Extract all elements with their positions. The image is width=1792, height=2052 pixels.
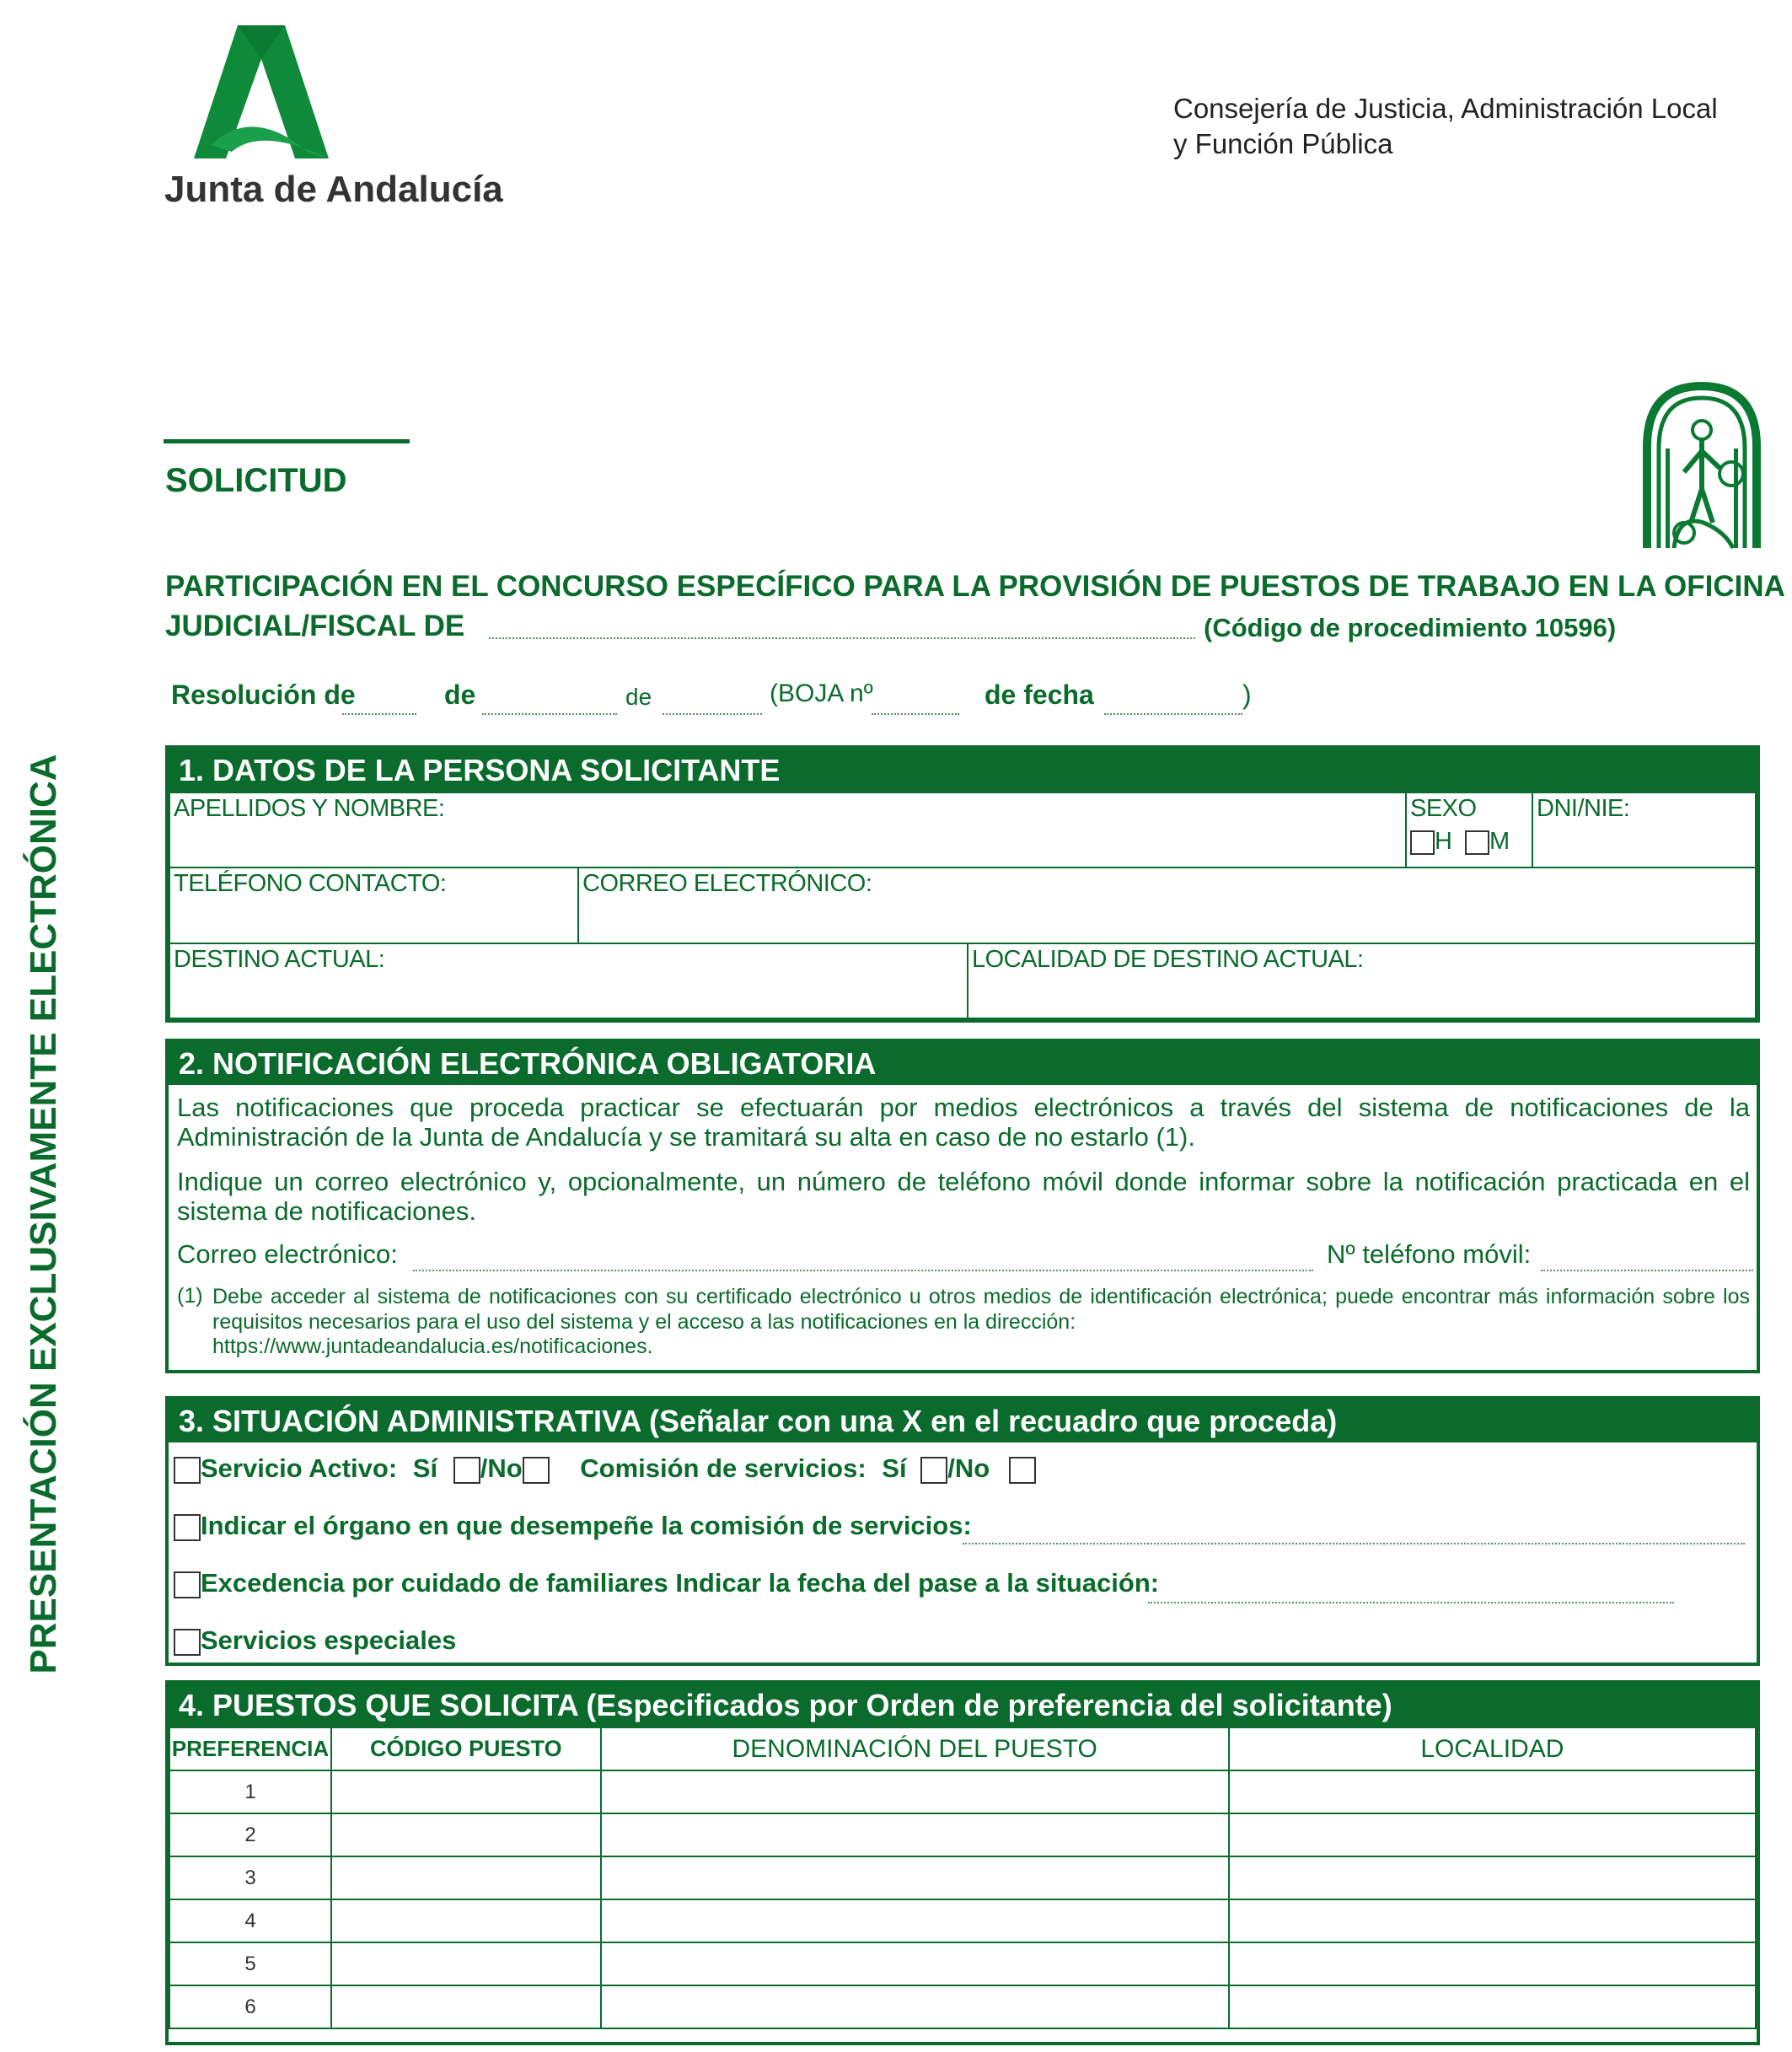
col-preferencia: PREFERENCIA	[169, 1727, 331, 1770]
preferencia-number: 1	[169, 1770, 331, 1813]
section-3-heading	[169, 1399, 1757, 1442]
codigo-puesto-cell[interactable]	[331, 1985, 601, 2028]
section-4-heading	[169, 1684, 1757, 1727]
servicio-activo-row	[174, 1453, 1036, 1484]
organo-row	[174, 1511, 972, 1541]
comision-si-label: Sí	[882, 1453, 907, 1483]
localidad-cell[interactable]	[1229, 1899, 1756, 1942]
excedencia-label: Excedencia por cuidado de familiares Indicar la fecha del pase a la situación:	[201, 1568, 1160, 1598]
andalucia-coat-of-arms-icon	[1640, 379, 1763, 553]
organo-checkbox[interactable]	[174, 1514, 201, 1541]
codigo-puesto-cell[interactable]	[331, 1770, 601, 1813]
sexo-h-label: H	[1435, 828, 1452, 855]
section-1-applicant-data	[165, 745, 1760, 1023]
positions-table-header	[169, 1727, 1756, 1770]
dni-nie-label: DNI/NIE:	[1537, 795, 1630, 822]
servicio-activo-label: Servicio Activo:	[201, 1453, 398, 1483]
localidad-destino-field[interactable]	[967, 943, 1757, 1019]
denominacion-cell[interactable]	[601, 1770, 1229, 1813]
col-denominacion: DENOMINACIÓN DEL PUESTO	[601, 1727, 1229, 1770]
correo-electronico-field[interactable]	[577, 867, 1757, 944]
resolucion-label: Resolución de	[171, 680, 356, 710]
table-row	[169, 1899, 1756, 1942]
notifications-url-link[interactable]: https://www.juntadeandalucia.es/notificaciones.	[212, 1335, 653, 1358]
destino-actual-field[interactable]	[169, 943, 968, 1019]
excedencia-row	[174, 1568, 1159, 1598]
section-4-heading-main: 4. PUESTOS QUE SOLICITA	[179, 1688, 578, 1722]
resolucion-day-field[interactable]	[482, 713, 617, 715]
localidad-destino-label: LOCALIDAD DE DESTINO ACTUAL:	[972, 946, 1364, 973]
sexo-field	[1405, 792, 1533, 868]
servicio-activo-no-label: /No	[480, 1453, 523, 1483]
procedure-title-line-2: JUDICIAL/FISCAL DE	[165, 610, 465, 642]
boja-label: (BOJA nº	[770, 680, 873, 707]
boja-number-field[interactable]	[872, 713, 959, 715]
col-codigo-puesto: CÓDIGO PUESTO	[331, 1727, 601, 1770]
telefono-contacto-label: TELÉFONO CONTACTO:	[174, 870, 447, 897]
telefono-contacto-field[interactable]	[169, 867, 579, 944]
comision-no-label: /No	[947, 1453, 990, 1483]
footnote-body: Debe acceder al sistema de notificaciones con su certificado electrónico u otros medios de identificación electrónica; puede encontrar más información sobre los requisitos necesarios para el uso del sistema y el acceso a las notificaciones en la dirección:	[212, 1285, 1750, 1334]
comision-servicios-label: Comisión de servicios:	[580, 1453, 866, 1483]
denominacion-cell[interactable]	[601, 1899, 1229, 1942]
localidad-cell[interactable]	[1229, 1985, 1756, 2028]
servicio-activo-si-label: Sí	[412, 1453, 438, 1483]
servicio-activo-si-checkbox[interactable]	[453, 1457, 480, 1484]
junta-de-andalucia-logo	[160, 25, 405, 169]
organo-label: Indicar el órgano en que desempeñe la comisión de servicios:	[201, 1511, 972, 1540]
resolucion-de-label-2: de	[625, 684, 652, 710]
preferencia-number: 5	[169, 1942, 331, 1985]
positions-table	[169, 1727, 1757, 2029]
especiales-label: Servicios especiales	[201, 1625, 457, 1655]
table-row	[169, 1813, 1756, 1856]
notif-correo-label: Correo electrónico:	[177, 1239, 398, 1269]
correo-electronico-label: CORREO ELECTRÓNICO:	[582, 870, 872, 897]
notif-movil-field[interactable]	[1541, 1270, 1753, 1271]
notification-paragraph-1: Las notificaciones que proceda practicar se efectuarán por medios electrónicos a través del sistema de notificaciones de la Administración de la Junta de Andalucía y se tramitará su alta en caso de no estarlo (1).	[177, 1093, 1750, 1152]
denominacion-cell[interactable]	[601, 1942, 1229, 1985]
form-type-title: SOLICITUD	[165, 462, 347, 499]
fecha-field[interactable]	[1104, 713, 1242, 715]
servicio-activo-checkbox[interactable]	[174, 1457, 201, 1484]
apellidos-nombre-field[interactable]	[169, 792, 1407, 868]
section-4-requested-positions	[165, 1680, 1760, 2045]
notif-correo-field[interactable]	[413, 1270, 1313, 1271]
table-row	[169, 1770, 1756, 1813]
especiales-checkbox[interactable]	[174, 1629, 201, 1656]
col-localidad: LOCALIDAD	[1229, 1727, 1756, 1770]
section-3-heading-main: 3. SITUACIÓN ADMINISTRATIVA	[179, 1404, 641, 1438]
department-name	[1173, 91, 1718, 162]
preferencia-number: 2	[169, 1813, 331, 1856]
dni-nie-field[interactable]	[1532, 792, 1757, 868]
fecha-label: de fecha	[985, 680, 1094, 710]
sexo-label: SEXO	[1410, 795, 1477, 822]
codigo-puesto-cell[interactable]	[331, 1899, 601, 1942]
resolucion-close-paren: )	[1242, 680, 1252, 710]
comision-si-checkbox[interactable]	[920, 1457, 947, 1484]
preferencia-number: 4	[169, 1899, 331, 1942]
department-line-2: y Función Pública	[1173, 128, 1393, 159]
positions-table-body	[169, 1770, 1756, 2028]
preferencia-number: 6	[169, 1985, 331, 2028]
localidad-cell[interactable]	[1229, 1813, 1756, 1856]
excedencia-checkbox[interactable]	[174, 1571, 201, 1598]
localidad-cell[interactable]	[1229, 1770, 1756, 1813]
resolucion-de-label: de	[444, 680, 476, 710]
procedure-title-line-1: PARTICIPACIÓN EN EL CONCURSO ESPECÍFICO PARA LA PROVISIÓN DE PUESTOS DE TRABAJO EN LA OFICINA	[165, 570, 1785, 603]
footnote-number: (1)	[177, 1284, 203, 1308]
table-row	[169, 1942, 1756, 1985]
section-3-administrative-situation	[165, 1396, 1760, 1666]
localidad-cell[interactable]	[1229, 1942, 1756, 1985]
destino-actual-label: DESTINO ACTUAL:	[174, 946, 385, 973]
section-1-heading: 1. DATOS DE LA PERSONA SOLICITANTE	[169, 749, 1757, 792]
comision-no-checkbox[interactable]	[1009, 1457, 1036, 1484]
solicitud-rule	[164, 439, 410, 443]
codigo-puesto-cell[interactable]	[331, 1856, 601, 1899]
organo-field[interactable]	[963, 1543, 1745, 1544]
denominacion-cell[interactable]	[601, 1985, 1229, 2028]
notif-movil-label: Nº teléfono móvil:	[1327, 1239, 1532, 1269]
sexo-h-checkbox[interactable]	[1410, 830, 1435, 855]
notification-paragraph-2: Indique un correo electrónico y, opcionalmente, un número de teléfono móvil donde informar sobre la notificación practicada en el sistema de notificaciones.	[177, 1167, 1750, 1226]
denominacion-cell[interactable]	[601, 1813, 1229, 1856]
resolucion-number-field[interactable]	[342, 713, 416, 715]
side-vertical-notice: PRESENTACIÓN EXCLUSIVAMENTE ELECTRÓNICA	[23, 754, 64, 1674]
sexo-m-checkbox[interactable]	[1465, 830, 1489, 855]
section-2-electronic-notification	[165, 1039, 1760, 1373]
codigo-puesto-cell[interactable]	[331, 1942, 601, 1985]
section-3-heading-note: (Señalar con una X en el recuadro que proceda)	[641, 1404, 1338, 1438]
table-row	[169, 1985, 1756, 2028]
localidad-cell[interactable]	[1229, 1856, 1756, 1899]
sexo-m-label: M	[1489, 828, 1510, 855]
resolucion-month-field[interactable]	[663, 713, 762, 715]
especiales-row	[174, 1625, 456, 1656]
section-2-heading: 2. NOTIFICACIÓN ELECTRÓNICA OBLIGATORIA	[169, 1042, 1757, 1085]
footnote-text	[212, 1284, 1750, 1335]
procedure-code: (Código de procedimiento 10596)	[1204, 613, 1617, 642]
codigo-puesto-cell[interactable]	[331, 1813, 601, 1856]
section-4-heading-note: (Especificados por Orden de preferencia del solicitante)	[577, 1688, 1392, 1722]
oficina-fill-line[interactable]	[489, 637, 1195, 639]
denominacion-cell[interactable]	[601, 1856, 1229, 1899]
table-row	[169, 1856, 1756, 1899]
logo-wordmark: Junta de Andalucía	[164, 169, 503, 210]
servicio-activo-no-checkbox[interactable]	[523, 1457, 550, 1484]
excedencia-date-field[interactable]	[1148, 1602, 1674, 1603]
apellidos-nombre-label: APELLIDOS Y NOMBRE:	[174, 795, 445, 822]
department-line-1: Consejería de Justicia, Administración Local	[1173, 93, 1718, 124]
preferencia-number: 3	[169, 1856, 331, 1899]
